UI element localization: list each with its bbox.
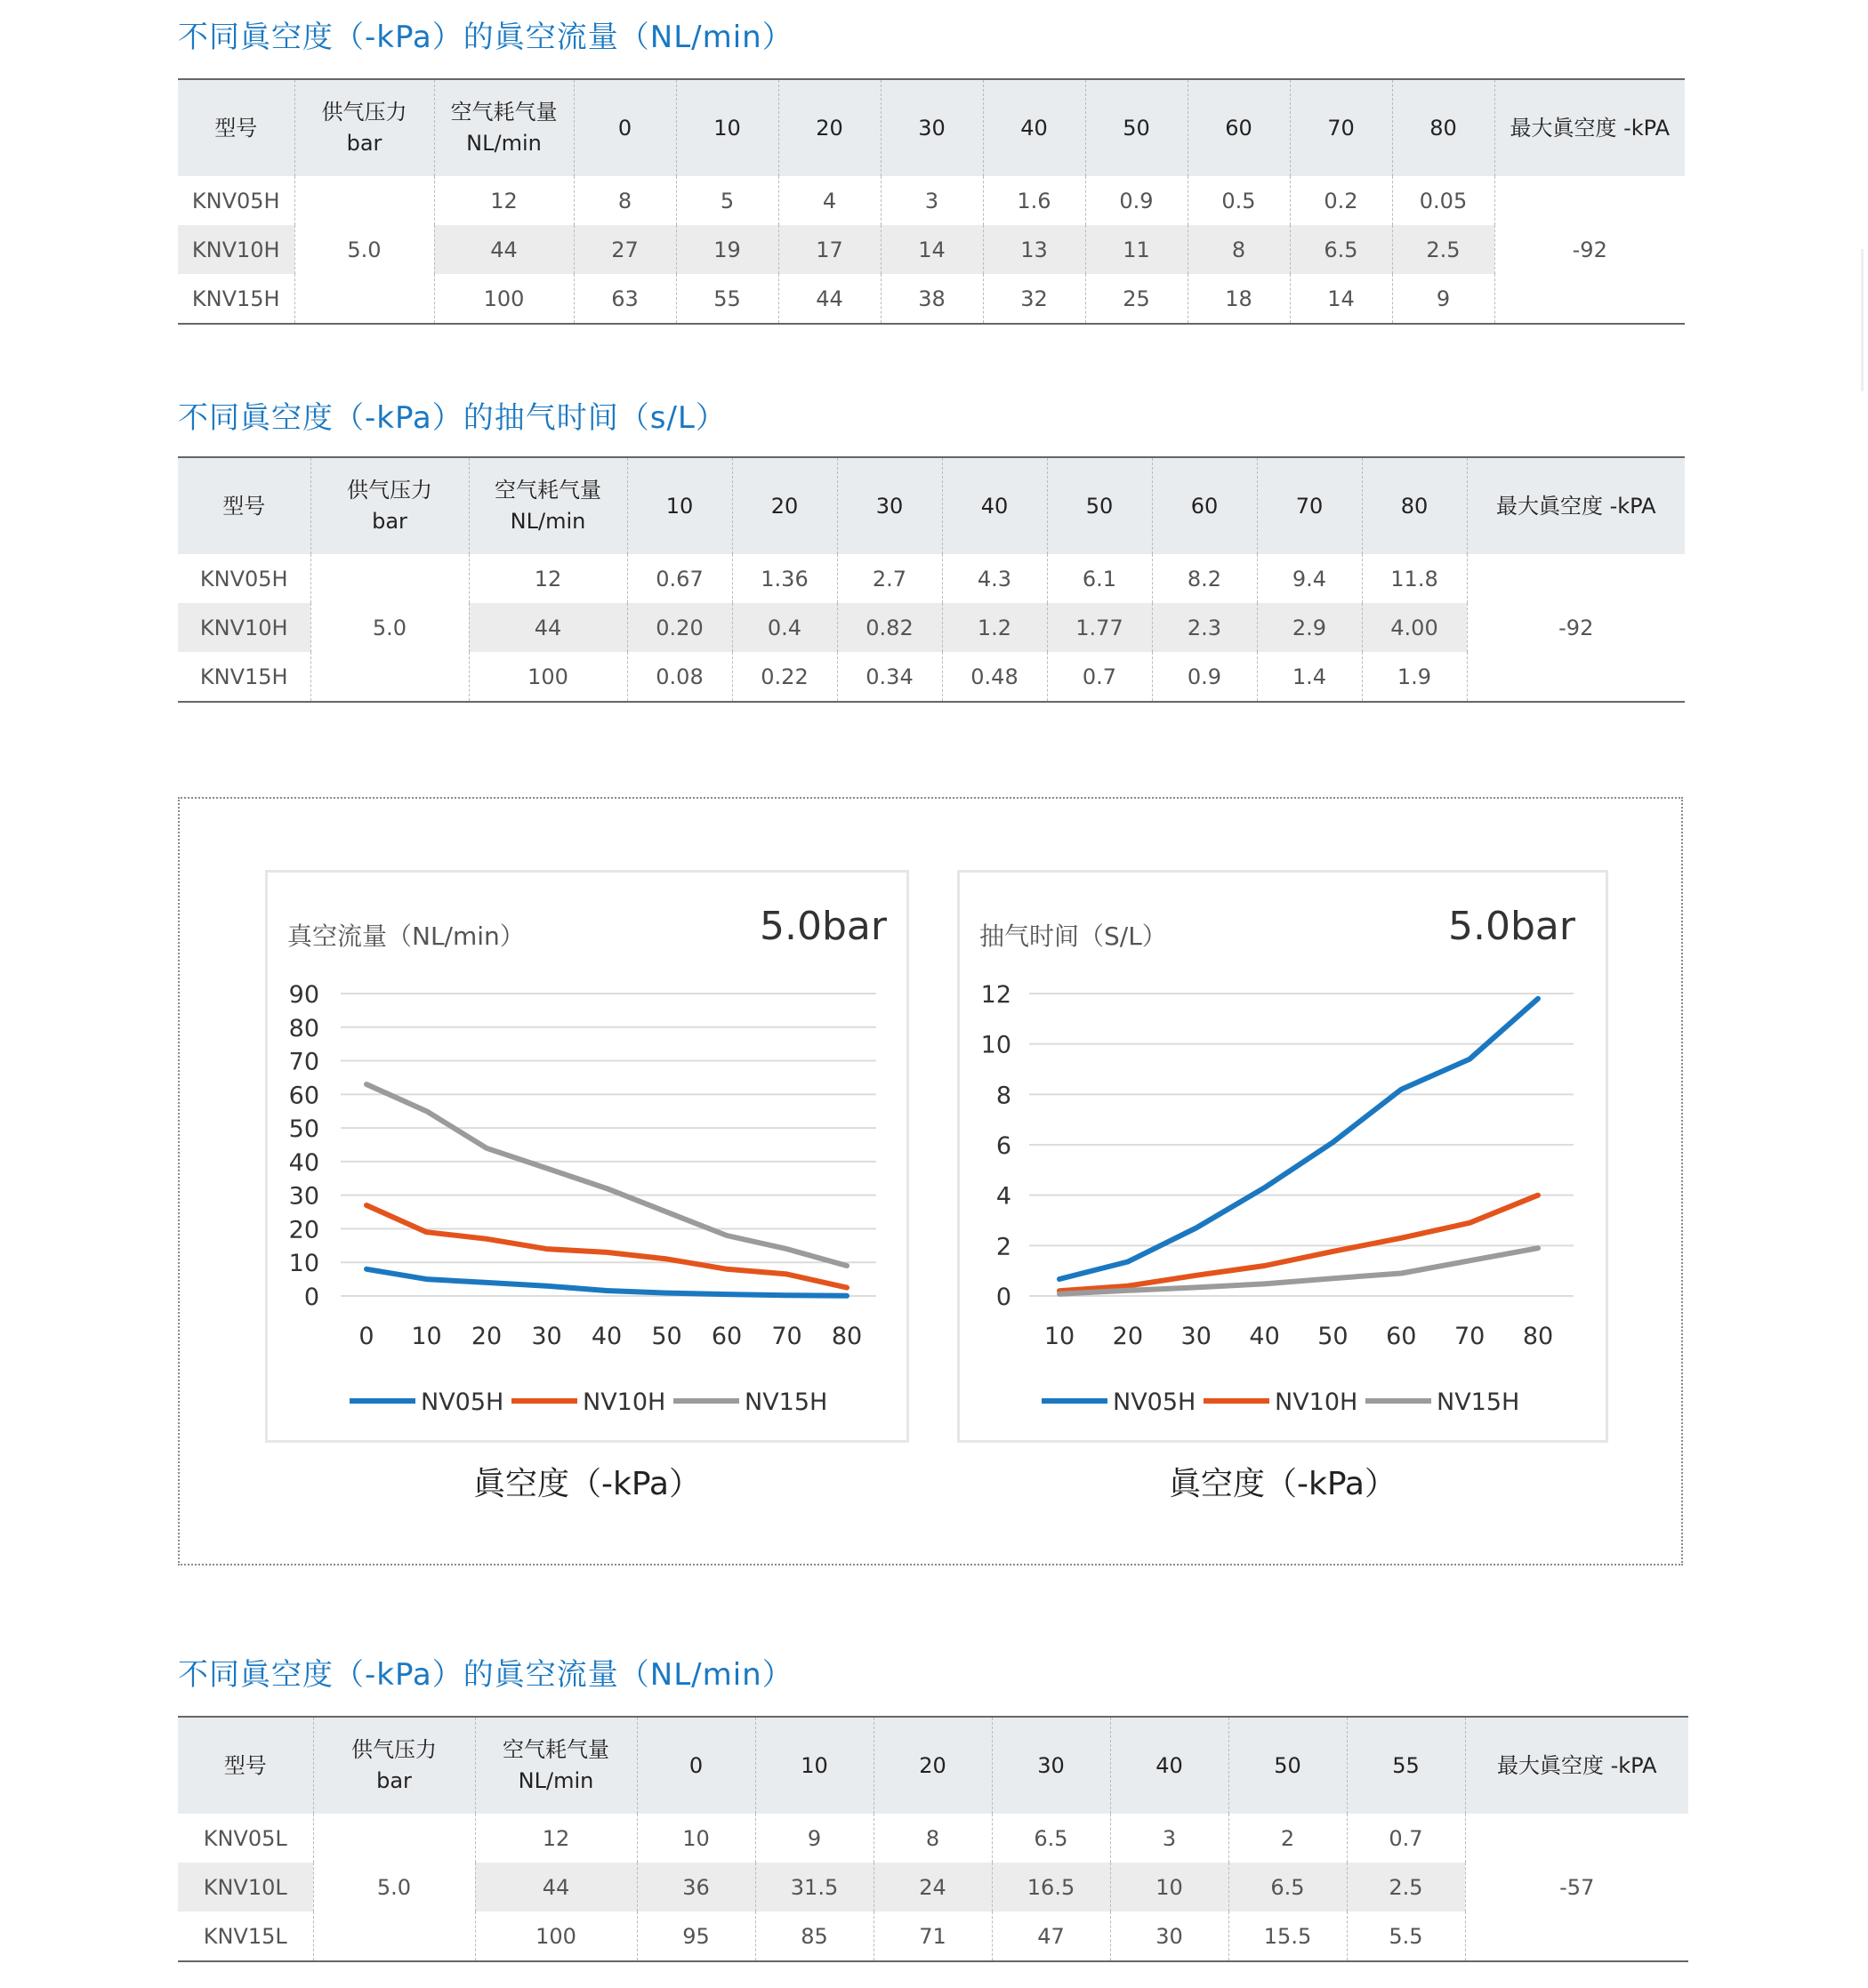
column-header <box>1228 1717 1347 1814</box>
value-cell: 2.5 <box>1392 225 1494 274</box>
chart-pressure-badge: 5.0bar <box>760 904 887 949</box>
column-header-text: 50 <box>1123 115 1150 141</box>
column-header-text: 40 <box>980 493 1009 519</box>
table1-title: 不同眞空度（-kPa）的眞空流量（NL/min） <box>178 20 793 55</box>
column-header <box>1257 457 1362 554</box>
table-row <box>178 1814 1688 1863</box>
column-header-text: 空气耗气量 <box>503 1737 609 1763</box>
y-tick-label: 10 <box>288 1250 319 1278</box>
value-cell: 0.08 <box>627 652 732 702</box>
y-tick-label: 2 <box>995 1233 1011 1261</box>
table2-title: 不同眞空度（-kPa）的抽气时间（s/L） <box>178 400 727 436</box>
value-cell: 6.5 <box>992 1814 1110 1863</box>
column-header-text: 40 <box>1020 115 1048 141</box>
value-cell: 6.1 <box>1047 554 1152 603</box>
model-cell: KNV05L <box>203 1825 287 1851</box>
column-header-text: bar <box>346 131 382 156</box>
x-tick-label: 10 <box>1043 1323 1075 1350</box>
air-consumption-cell: 100 <box>475 1912 637 1961</box>
value-cell: 8 <box>574 176 676 225</box>
column-header-text: 10 <box>801 1752 828 1778</box>
model-cell: KNV15H <box>178 274 294 324</box>
chart-pressure-badge: 5.0bar <box>1448 904 1575 949</box>
column-header-text: 30 <box>918 115 946 141</box>
table1-vacuum-flow <box>178 78 1685 325</box>
column-header <box>1392 79 1494 176</box>
column-header-text: bar <box>372 509 407 534</box>
column-header <box>1110 1717 1228 1814</box>
column-header-text: 空气耗气量 <box>450 100 558 125</box>
value-cell: 3 <box>1110 1814 1228 1863</box>
value-cell: 14 <box>1290 274 1392 324</box>
column-header-text: 型号 <box>222 493 266 519</box>
column-header <box>1047 457 1152 554</box>
y-tick-label: 0 <box>995 1284 1011 1311</box>
air-consumption-cell: 12 <box>475 1814 637 1863</box>
legend-label: NV05H <box>1113 1388 1196 1416</box>
y-tick-label: 8 <box>995 1082 1011 1110</box>
value-cell: 8 <box>874 1814 992 1863</box>
value-cell: 38 <box>881 274 983 324</box>
value-cell: 0.4 <box>732 603 837 652</box>
value-cell: 8.2 <box>1152 554 1257 603</box>
y-tick-label: 80 <box>288 1014 319 1042</box>
value-cell: 2.9 <box>1257 603 1362 652</box>
column-header-text: 80 <box>1429 115 1457 141</box>
chart-time-xlabel: 眞空度（-kPa） <box>1169 1466 1397 1502</box>
value-cell: 17 <box>778 225 881 274</box>
air-consumption-cell: 44 <box>475 1863 637 1912</box>
value-cell: 2.7 <box>837 554 942 603</box>
column-header <box>778 79 881 176</box>
column-header <box>637 1717 755 1814</box>
chart-title: 真空流量（NL/min） <box>287 922 525 951</box>
column-header <box>178 457 310 554</box>
max-vacuum-cell: -92 <box>1467 554 1685 702</box>
table3-vacuum-flow <box>178 1716 1688 1962</box>
value-cell: 8 <box>1188 225 1290 274</box>
model-cell: KNV05H <box>199 566 288 592</box>
model-cell: KNV10H <box>178 225 294 274</box>
model-cell: KNV10H <box>178 603 310 652</box>
column-header-text: 供气压力 <box>351 1737 437 1763</box>
value-cell: 24 <box>874 1863 992 1912</box>
value-cell: 1.2 <box>942 603 1047 652</box>
y-tick-label: 12 <box>980 981 1011 1009</box>
value-cell: 2.5 <box>1347 1863 1465 1912</box>
y-tick-label: 6 <box>995 1132 1011 1160</box>
value-cell: 1.77 <box>1047 603 1152 652</box>
value-cell: 11.8 <box>1362 554 1467 603</box>
column-header-text: NL/min <box>510 509 586 534</box>
x-tick-label: 20 <box>471 1323 503 1350</box>
column-header <box>1494 79 1685 176</box>
value-cell: 11 <box>1085 225 1188 274</box>
column-header <box>942 457 1047 554</box>
max-vacuum-cell: -92 <box>1494 176 1685 324</box>
column-header-text: 60 <box>1190 493 1219 519</box>
supply-pressure-cell: 5.0 <box>310 554 469 702</box>
column-header-text: 50 <box>1085 493 1114 519</box>
air-consumption-cell: 100 <box>434 274 574 324</box>
column-header <box>1152 457 1257 554</box>
column-header <box>294 79 434 176</box>
column-header <box>1347 1717 1465 1814</box>
value-cell: 1.9 <box>1362 652 1467 702</box>
value-cell: 0.9 <box>1152 652 1257 702</box>
x-tick-label: 80 <box>831 1323 863 1350</box>
column-header <box>313 1717 475 1814</box>
value-cell: 19 <box>676 225 778 274</box>
value-cell: 3 <box>881 176 983 225</box>
column-header-text: 最大眞空度 -kPA <box>1510 115 1671 141</box>
column-header <box>178 79 294 176</box>
supply-pressure-cell: 5.0 <box>313 1814 475 1961</box>
value-cell: 5 <box>676 176 778 225</box>
column-header <box>837 457 942 554</box>
scrollbar-track[interactable] <box>1861 249 1864 391</box>
value-cell: 36 <box>637 1863 755 1912</box>
column-header-text: 70 <box>1327 115 1355 141</box>
y-tick-label: 30 <box>288 1182 319 1211</box>
column-header <box>881 79 983 176</box>
value-cell: 4.3 <box>942 554 1047 603</box>
column-header <box>1362 457 1467 554</box>
chart-evacuation-time <box>960 873 1611 1445</box>
value-cell: 0.34 <box>837 652 942 702</box>
x-tick-label: 80 <box>1522 1323 1554 1350</box>
value-cell: 0.9 <box>1085 176 1188 225</box>
chart-panel-time <box>957 870 1608 1443</box>
y-tick-label: 50 <box>288 1115 319 1144</box>
model-cell: KNV15H <box>178 652 310 702</box>
value-cell: 13 <box>983 225 1085 274</box>
column-header <box>732 457 837 554</box>
value-cell: 0.7 <box>1047 652 1152 702</box>
column-header-text: 55 <box>1392 1752 1420 1778</box>
column-header-text: 30 <box>1037 1752 1065 1778</box>
model-cell: KNV15L <box>178 1912 313 1961</box>
series-line-nv15h <box>366 1084 847 1266</box>
y-tick-label: 10 <box>980 1031 1011 1059</box>
value-cell: 9.4 <box>1257 554 1362 603</box>
value-cell: 15.5 <box>1228 1912 1347 1961</box>
chart-flow-xlabel: 眞空度（-kPa） <box>473 1466 701 1502</box>
value-cell: 4.00 <box>1362 603 1467 652</box>
column-header <box>1290 79 1392 176</box>
column-header-text: 50 <box>1274 1752 1301 1778</box>
column-header-text: 10 <box>665 493 694 519</box>
column-header-text: 80 <box>1400 493 1429 519</box>
air-consumption-cell: 100 <box>469 652 627 702</box>
value-cell: 55 <box>676 274 778 324</box>
column-header-text: NL/min <box>518 1768 594 1793</box>
value-cell: 71 <box>874 1912 992 1961</box>
x-tick-label: 30 <box>1180 1323 1212 1350</box>
value-cell: 0.05 <box>1392 176 1494 225</box>
value-cell: 32 <box>983 274 1085 324</box>
value-cell: 44 <box>778 274 881 324</box>
air-consumption-cell: 12 <box>434 176 574 225</box>
value-cell: 6.5 <box>1290 225 1392 274</box>
chart-vacuum-flow <box>268 873 912 1445</box>
charts-frame <box>178 797 1683 1565</box>
column-header-text: 最大眞空度 -kPA <box>1496 1752 1657 1778</box>
value-cell: 14 <box>881 225 983 274</box>
value-cell: 6.5 <box>1228 1863 1347 1912</box>
value-cell: 95 <box>637 1912 755 1961</box>
x-tick-label: 50 <box>1317 1323 1349 1350</box>
x-tick-label: 70 <box>771 1323 802 1350</box>
y-tick-label: 4 <box>995 1182 1011 1211</box>
chart-panel-flow <box>265 870 909 1443</box>
value-cell: 9 <box>755 1814 874 1863</box>
column-header <box>1467 457 1685 554</box>
value-cell: 1.4 <box>1257 652 1362 702</box>
value-cell: 4 <box>778 176 881 225</box>
column-header-text: 60 <box>1225 115 1252 141</box>
table2-evacuation-time <box>178 456 1685 703</box>
value-cell: 10 <box>1110 1863 1228 1912</box>
column-header <box>178 1717 313 1814</box>
supply-pressure-cell: 5.0 <box>294 176 434 324</box>
x-tick-label: 70 <box>1453 1323 1486 1350</box>
y-tick-label: 0 <box>303 1284 319 1311</box>
x-tick-label: 60 <box>1386 1323 1417 1350</box>
column-header <box>1085 79 1188 176</box>
value-cell: 1.36 <box>732 554 837 603</box>
x-tick-label: 20 <box>1112 1323 1144 1350</box>
value-cell: 30 <box>1110 1912 1228 1961</box>
y-tick-label: 20 <box>288 1216 319 1244</box>
column-header <box>755 1717 874 1814</box>
value-cell: 16.5 <box>992 1863 1110 1912</box>
max-vacuum-cell: -57 <box>1465 1814 1688 1961</box>
value-cell: 85 <box>755 1912 874 1961</box>
value-cell: 0.67 <box>627 554 732 603</box>
legend-label: NV10H <box>583 1388 666 1416</box>
x-tick-label: 40 <box>1249 1323 1280 1350</box>
column-header-text: 30 <box>875 493 904 519</box>
column-header <box>310 457 469 554</box>
column-header <box>1188 79 1290 176</box>
series-line-nv10h <box>1059 1195 1538 1292</box>
value-cell: 0.82 <box>837 603 942 652</box>
column-header-text: 20 <box>919 1752 946 1778</box>
column-header <box>475 1717 637 1814</box>
x-tick-label: 50 <box>651 1323 682 1350</box>
value-cell: 2 <box>1228 1814 1347 1863</box>
value-cell: 9 <box>1392 274 1494 324</box>
value-cell: 0.20 <box>627 603 732 652</box>
value-cell: 0.22 <box>732 652 837 702</box>
value-cell: 0.48 <box>942 652 1047 702</box>
model-cell: KNV10L <box>178 1863 313 1912</box>
value-cell: 31.5 <box>755 1863 874 1912</box>
value-cell: 27 <box>574 225 676 274</box>
value-cell: 0.5 <box>1188 176 1290 225</box>
x-tick-label: 10 <box>411 1323 442 1350</box>
column-header-text: 10 <box>713 115 741 141</box>
column-header-text: 20 <box>816 115 843 141</box>
legend-label: NV15H <box>745 1388 828 1416</box>
column-header-text: 型号 <box>223 1752 267 1778</box>
column-header-text: 0 <box>688 1752 704 1778</box>
chart-title: 抽气时间（S/L） <box>979 922 1167 951</box>
y-tick-label: 40 <box>288 1148 319 1177</box>
column-header <box>469 457 627 554</box>
column-header-text: 0 <box>617 115 632 141</box>
legend-label: NV15H <box>1437 1388 1520 1416</box>
value-cell: 0.7 <box>1347 1814 1465 1863</box>
legend-label: NV05H <box>421 1388 504 1416</box>
column-header <box>983 79 1085 176</box>
column-header-text: 供气压力 <box>321 100 407 125</box>
value-cell: 2.3 <box>1152 603 1257 652</box>
value-cell: 18 <box>1188 274 1290 324</box>
air-consumption-cell: 44 <box>469 603 627 652</box>
table-row <box>178 176 1685 225</box>
column-header <box>992 1717 1110 1814</box>
column-header <box>627 457 732 554</box>
column-header <box>434 79 574 176</box>
series-line-nv05h <box>1059 999 1538 1279</box>
legend-label: NV10H <box>1275 1388 1358 1416</box>
column-header-text: 型号 <box>214 115 258 141</box>
value-cell: 25 <box>1085 274 1188 324</box>
column-header-text: bar <box>376 1768 412 1793</box>
column-header-text: 供气压力 <box>347 478 432 503</box>
air-consumption-cell: 44 <box>434 225 574 274</box>
x-tick-label: 30 <box>531 1323 562 1350</box>
value-cell: 47 <box>992 1912 1110 1961</box>
value-cell: 0.2 <box>1290 176 1392 225</box>
x-tick-label: 0 <box>358 1323 374 1350</box>
y-tick-label: 60 <box>288 1082 319 1110</box>
table-row <box>178 554 1685 603</box>
column-header-text: 空气耗气量 <box>495 478 601 503</box>
column-header <box>676 79 778 176</box>
y-tick-label: 90 <box>288 981 319 1009</box>
column-header-text: 最大眞空度 -kPA <box>1495 493 1656 519</box>
column-header-text: 20 <box>770 493 799 519</box>
value-cell: 10 <box>637 1814 755 1863</box>
x-tick-label: 60 <box>711 1323 743 1350</box>
x-tick-label: 40 <box>591 1323 623 1350</box>
value-cell: 1.6 <box>983 176 1085 225</box>
column-header <box>874 1717 992 1814</box>
table3-title: 不同眞空度（-kPa）的眞空流量（NL/min） <box>178 1657 793 1693</box>
value-cell: 5.5 <box>1347 1912 1465 1961</box>
column-header <box>574 79 676 176</box>
column-header-text: 40 <box>1155 1752 1183 1778</box>
model-cell: KNV05H <box>191 188 280 213</box>
column-header <box>1465 1717 1688 1814</box>
value-cell: 63 <box>574 274 676 324</box>
y-tick-label: 70 <box>288 1048 319 1076</box>
column-header-text: NL/min <box>466 131 542 156</box>
air-consumption-cell: 12 <box>469 554 627 603</box>
column-header-text: 70 <box>1295 493 1324 519</box>
